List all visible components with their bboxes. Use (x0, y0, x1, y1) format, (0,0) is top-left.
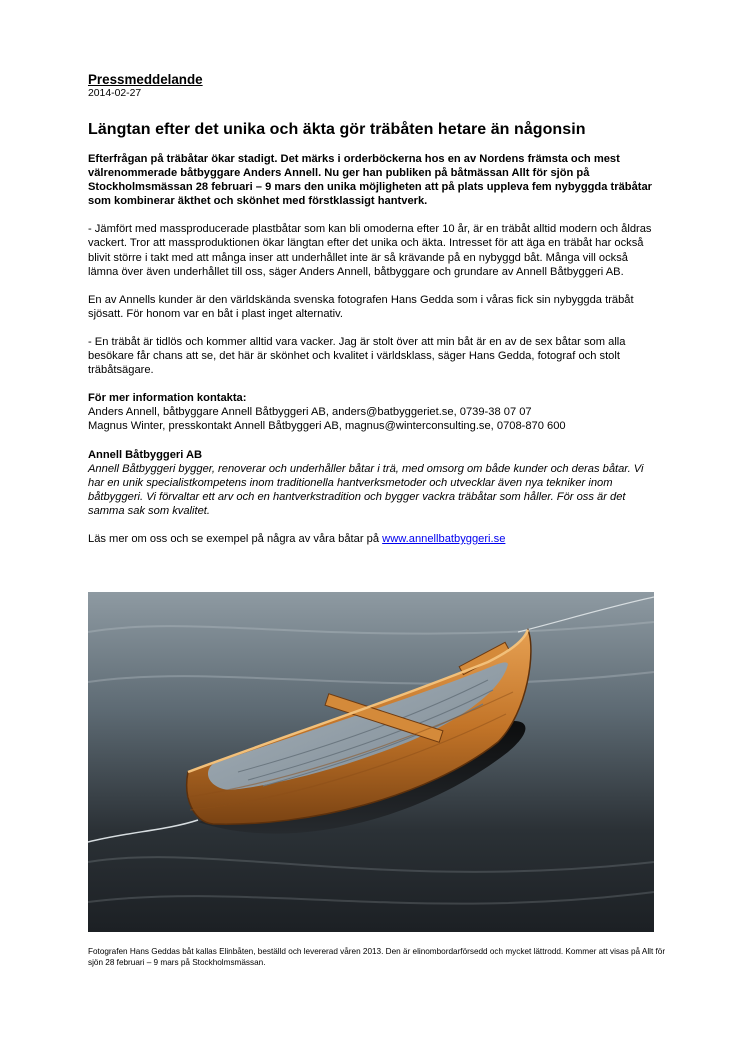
body-paragraph-1: - Jämfört med massproducerade plastbåtar som kan bli omoderna efter 10 år, är en träbåt alltid modern och åldras vackert. Tror att massproduktionen ökar längtan efter det unika och äkta. Intresset för att äga en träbåt har också blivit större i takt med att många inser att underhållet inte är så krävande på en nybyggd båt. Många vill också lämna över även underhållet till oss, säger Anders Annell, båtbyggare och grundare av Annell Båtbyggeri AB. (88, 223, 652, 278)
about-description: Annell Båtbyggeri bygger, renoverar och underhåller båtar i trä, med omsorg om både kunder och deras båtar. Vi har en unik specialistkompetens inom traditionella hantverksmetoder och utvecklar även nya tekniker inom båtbyggeri. Vi förvaltar ett arv och en hantverkstradition och bygger vackra träbåtar som håller. För oss är det samma sak som kvalitet. (88, 462, 644, 517)
body-paragraph-2: En av Annells kunder är den världskända svenska fotografen Hans Gedda som i våras fick sin nybyggda träbåt sjösatt. För honom var en båt i plast inget alternativ. (88, 293, 634, 320)
about-heading: Annell Båtbyggeri AB (88, 448, 203, 461)
contact-section (88, 391, 658, 433)
contact-line-1: Anders Annell, båtbyggare Annell Båtbyggeri AB, anders@batbyggeriet.se, 0739-38 07 07 (88, 406, 532, 419)
page-title: Längtan efter det unika och äkta gör träbåten hetare än någonsin (88, 121, 586, 138)
body-paragraph-3: - En träbåt är tidlös och kommer alltid vara vacker. Jag är stolt över att min båt är en av de sex båtar som alla besökare får chans att se, det här är skönhet och kvalitet i världsklass, säger Hans Gedda, fotograf och stolt träbåtsägare. (88, 335, 626, 377)
boat-photo (88, 592, 654, 932)
read-more-text: Läs mer om oss och se exempel på några av våra båtar på (88, 532, 383, 545)
document-kicker: Pressmeddelande (88, 72, 203, 87)
about-section (88, 448, 658, 518)
read-more (88, 532, 658, 546)
press-release (88, 72, 658, 560)
release-date: 2014-02-27 (88, 88, 142, 99)
contact-heading: För mer information kontakta: (88, 392, 247, 405)
photo-caption: Fotografen Hans Geddas båt kallas Elinbåten, beställd och levererad våren 2013. Den är elinombordarförsedd och mycket lättrodd. Kommer att visas på Allt för sjön 28 februari – 9 mars på Stockholmsmässan. (88, 947, 666, 967)
lead-paragraph: Efterfrågan på träbåtar ökar stadigt. Det märks i orderböckerna hos en av Nordens främsta och mest välrenommerade båtbyggare Anders Annell. Nu ger han publiken på båtmässan Allt för sjön på Stockholmsmässan 28 februari – 9 mars den unika möjligheten att på plats uppleva fem nybyggda träbåtar som kombinerar äkthet och skönhet med förstklassigt hantverk. (88, 153, 653, 208)
contact-line-2: Magnus Winter, presskontakt Annell Båtbyggeri AB, magnus@winterconsulting.se, 0708-870 600 (88, 420, 566, 433)
website-link[interactable]: www.annellbatbyggeri.se (382, 532, 506, 545)
